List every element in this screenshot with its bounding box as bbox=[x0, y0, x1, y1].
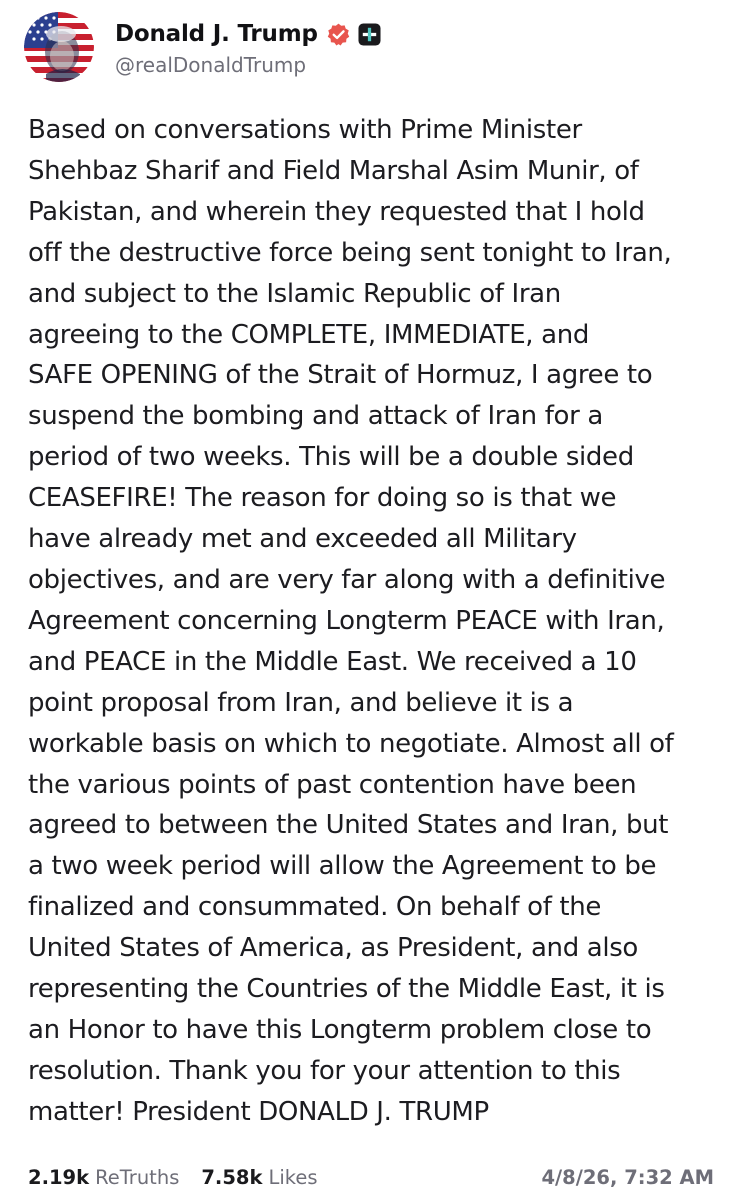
retruths-count: 2.19k bbox=[28, 1165, 90, 1189]
retruths-label: ReTruths bbox=[95, 1165, 180, 1189]
verified-badge-icon bbox=[326, 22, 351, 47]
name-row bbox=[115, 17, 381, 51]
post-footer bbox=[28, 1162, 714, 1192]
likes-stat[interactable] bbox=[201, 1166, 317, 1189]
post-header bbox=[24, 12, 381, 82]
avatar[interactable] bbox=[24, 12, 94, 82]
likes-count: 7.58k bbox=[201, 1165, 263, 1189]
likes-label: Likes bbox=[268, 1165, 318, 1189]
post-timestamp[interactable]: 4/8/26, 7:32 AM bbox=[541, 1165, 714, 1189]
plus-badge-icon bbox=[358, 23, 381, 46]
account-handle[interactable]: @realDonaldTrump bbox=[115, 53, 307, 77]
flag-portrait-avatar-icon bbox=[24, 12, 94, 82]
post-body-text: Based on conversations with Prime Minister Shehbaz Sharif and Field Marshal Asim Munir, of Pakistan, and wherein they requested that I hold off the destructive force being sent tonight to Iran, and subject to the Islamic Republic of Iran agreeing to the COMPLETE, IMMEDIATE, and SAFE OPENING of the Strait of Hormuz, I agree to suspend the bombing and attack of Iran for a period of two weeks. This will be a double sided CEASEFIRE! The reason for doing so is that we have already met and exceeded all Military objectives, and are very far along with a definitive Agreement concerning Longterm PEACE with Iran, and PEACE in the Middle East. We received a 10 point proposal from Iran, and believe it is a workable basis on which to negotiate. Almost all of the various points of past contention have been agreed to between the United States and Iran, but a two week period will allow the Agreement to be finalized and consummated. On behalf of the United States of America, as President, and also representing the Countries of the Middle East, it is an Honor to have this Longterm problem close to resolution. Thank you for your attention to this matter! President DONALD J. TRUMP bbox=[28, 115, 674, 1127]
display-name[interactable]: Donald J. Trump bbox=[115, 21, 318, 47]
retruths-stat[interactable] bbox=[28, 1166, 179, 1189]
account-identity bbox=[115, 12, 381, 82]
